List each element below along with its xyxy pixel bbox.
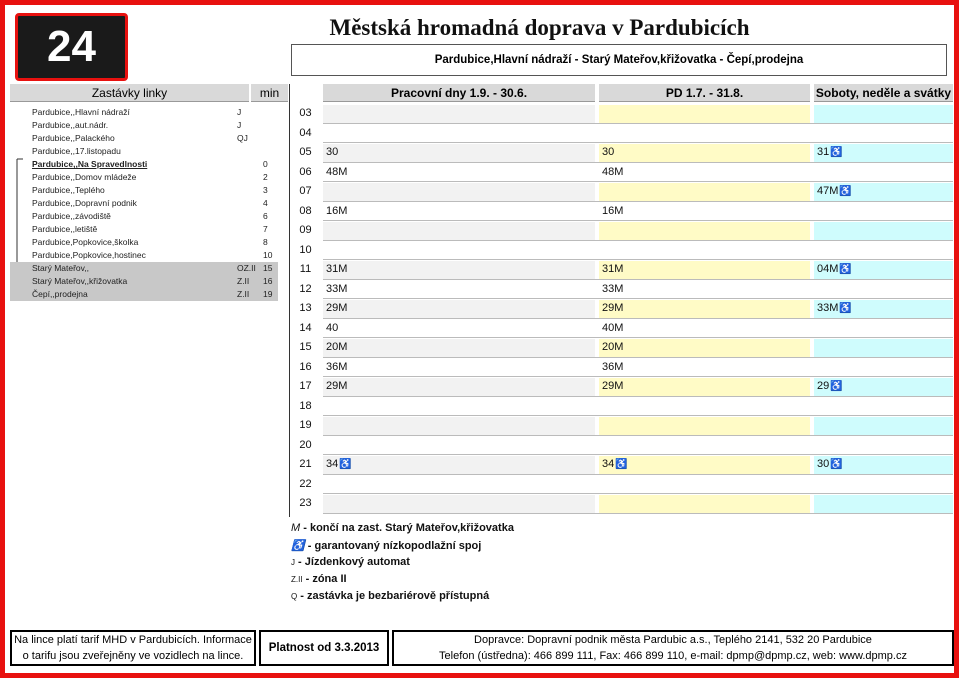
hour-row [289, 319, 953, 339]
departure-minutes: 29M [602, 380, 624, 392]
tariff-info-box [10, 630, 256, 666]
line-number-badge [15, 13, 128, 81]
departure-cell-p1 [323, 125, 595, 143]
departure-cell-p1 [323, 164, 595, 182]
stop-row [10, 119, 278, 132]
stop-minutes: 10 [263, 250, 273, 260]
stop-name: Pardubice,,Dopravní podnik [32, 198, 137, 208]
hour-label: 14 [299, 321, 312, 334]
stop-minutes: 3 [263, 185, 268, 195]
departure-cell-p2 [599, 261, 810, 279]
departure-cell-p3 [814, 320, 953, 338]
departure-cell-p3 [814, 144, 953, 162]
departure-minutes: 29M [602, 302, 624, 314]
departure-cell-p1 [323, 320, 595, 338]
departure-cell-p3 [814, 339, 953, 357]
legend-symbol: ♿ [291, 540, 305, 552]
departure-minutes: 34 ♿ [326, 458, 352, 470]
legend-text: - končí na zast. Starý Mateřov,křižovatka [300, 522, 514, 534]
departure-minutes: 04M ♿ [817, 263, 852, 275]
departure-cell-p2 [599, 164, 810, 182]
departure-cell-p2 [599, 417, 810, 435]
departure-cell-p1 [323, 378, 595, 396]
departure-minutes: 48M [602, 165, 624, 178]
departure-minutes: 31 ♿ [817, 146, 843, 158]
departure-cell-p3 [814, 281, 953, 299]
stop-minutes: 19 [263, 289, 273, 299]
legend-symbol: J [291, 558, 295, 567]
legend-item [291, 590, 489, 602]
minutes-header: min [251, 84, 288, 102]
stop-row [10, 288, 278, 301]
period-header-weekend: Soboty, neděle a svátky [814, 84, 953, 102]
departure-minutes: 33M [326, 282, 348, 295]
departure-minutes: 47M ♿ [817, 185, 852, 197]
departure-cell-p2 [599, 495, 810, 513]
departure-cell-p3 [814, 398, 953, 416]
legend-item [291, 573, 347, 585]
hour-row [289, 143, 953, 163]
hour-label: 05 [299, 146, 312, 158]
departure-cell-p2 [599, 456, 810, 474]
departure-cell-p2 [599, 378, 810, 396]
stop-name: Pardubice,Popkovice,hostinec [32, 250, 146, 260]
departure-cell-p3 [814, 456, 953, 474]
hour-label: 03 [299, 107, 312, 119]
stop-row [10, 171, 278, 184]
hour-label: 04 [299, 126, 312, 139]
operator-info-box [392, 630, 954, 666]
stop-row [10, 197, 278, 210]
hour-label: 20 [299, 438, 312, 451]
departure-cell-p1 [323, 437, 595, 455]
departure-cell-p3 [814, 222, 953, 240]
route-description: Pardubice,Hlavní nádraží - Starý Mateřov,křižovatka - Čepí,prodejna [291, 44, 947, 76]
departure-minutes: 30 ♿ [817, 458, 843, 470]
departure-minutes: 40M [602, 321, 624, 334]
departure-cell-p1 [323, 398, 595, 416]
stop-minutes: 16 [263, 276, 273, 286]
stop-name: Pardubice,Popkovice,školka [32, 237, 139, 247]
departure-cell-p1 [323, 359, 595, 377]
stop-zone: J [237, 120, 242, 130]
stop-name: Pardubice,,Na Spravedlnosti [32, 159, 148, 169]
stop-row [10, 223, 278, 236]
departure-cell-p3 [814, 359, 953, 377]
departure-cell-p3 [814, 242, 953, 260]
tariff-info-line2: o tarifu jsou zveřejněny ve vozidlech na lince. [22, 650, 244, 662]
stop-row [10, 236, 278, 249]
hour-label: 13 [299, 302, 312, 314]
departure-cell-p1 [323, 339, 595, 357]
departure-minutes: 30 [602, 146, 615, 158]
hour-label: 11 [299, 263, 312, 275]
departure-cell-p2 [599, 281, 810, 299]
departure-cell-p2 [599, 359, 810, 377]
departure-cell-p3 [814, 183, 953, 201]
legend-text: - zastávka je bezbariérově přístupná [297, 590, 490, 602]
stop-zone: QJ [237, 133, 248, 143]
hour-label: 17 [299, 380, 312, 392]
departure-cell-p1 [323, 222, 595, 240]
departure-minutes: 33M ♿ [817, 302, 852, 314]
operator-line1: Dopravce: Dopravní podnik města Pardubic a.s., Teplého 2141, 532 20 Pardubice [474, 634, 872, 646]
departure-cell-p2 [599, 339, 810, 357]
departure-minutes: 33M [602, 282, 624, 295]
departure-cell-p2 [599, 105, 810, 123]
departure-minutes: 48M [326, 165, 348, 178]
departure-cell-p3 [814, 261, 953, 279]
departure-cell-p3 [814, 476, 953, 494]
departure-cell-p2 [599, 222, 810, 240]
stop-minutes: 6 [263, 211, 268, 221]
departure-cell-p3 [814, 495, 953, 513]
legend-item [291, 539, 481, 552]
stop-name: Pardubice,,aut.nádr. [32, 120, 109, 130]
departure-minutes: 29M [326, 302, 348, 314]
departure-cell-p3 [814, 164, 953, 182]
departure-cell-p3 [814, 437, 953, 455]
departure-cell-p3 [814, 300, 953, 318]
departure-minutes: 31M [326, 263, 348, 275]
departure-minutes: 16M [326, 204, 348, 217]
stop-zone: OZ.II [237, 263, 256, 273]
hour-label: 06 [299, 165, 312, 178]
departure-cell-p3 [814, 125, 953, 143]
departure-cell-p2 [599, 203, 810, 221]
stop-row [10, 132, 278, 145]
stop-zone: J [237, 107, 242, 117]
departure-minutes: 31M [602, 263, 624, 275]
departure-cell-p1 [323, 456, 595, 474]
operator-line2: Telefon (ústředna): 466 899 111, Fax: 466 899 110, e-mail: dpmp@dpmp.cz, web: www.dpmp.cz [439, 650, 907, 662]
departure-minutes: 40 [326, 321, 339, 334]
stop-row [10, 262, 278, 275]
stop-row [10, 249, 278, 262]
departure-cell-p1 [323, 476, 595, 494]
stop-zone: Z.II [237, 289, 250, 299]
hour-row [289, 494, 953, 514]
departure-cell-p1 [323, 105, 595, 123]
legend-item [291, 522, 514, 534]
stop-minutes: 8 [263, 237, 268, 247]
legend-text: - garantovaný nízkopodlažní spoj [304, 540, 482, 552]
hour-column-divider [289, 84, 290, 517]
tariff-info-line1: Na lince platí tarif MHD v Pardubicích. Informace [14, 634, 252, 646]
hour-label: 23 [299, 497, 312, 509]
departure-cell-p1 [323, 300, 595, 318]
hour-row [289, 241, 953, 261]
hour-row [289, 280, 953, 300]
stop-minutes: 7 [263, 224, 268, 234]
stop-name: Starý Mateřov,, [32, 263, 89, 273]
departure-minutes: 20M [602, 341, 624, 353]
stop-row [10, 145, 278, 158]
legend-text: - zóna II [302, 573, 347, 585]
departure-cell-p2 [599, 437, 810, 455]
hour-row [289, 163, 953, 183]
stop-name: Starý Mateřov,,křižovatka [32, 276, 128, 286]
hour-row [289, 104, 953, 124]
hour-label: 19 [299, 419, 312, 431]
departure-cell-p1 [323, 203, 595, 221]
departure-cell-p3 [814, 378, 953, 396]
stop-row [10, 184, 278, 197]
hour-row [289, 182, 953, 202]
hour-row [289, 397, 953, 417]
stop-name: Pardubice,,Hlavní nádraží [32, 107, 130, 117]
departure-cell-p3 [814, 417, 953, 435]
validity-text: Platnost od 3.3.2013 [268, 642, 380, 654]
stop-name: Pardubice,,Palackého [32, 133, 115, 143]
departure-minutes: 36M [602, 360, 624, 373]
hour-label: 15 [299, 341, 312, 353]
line-number: 24 [47, 22, 96, 71]
stop-name: Pardubice,,závodiště [32, 211, 111, 221]
departure-cell-p1 [323, 281, 595, 299]
departure-cell-p2 [599, 183, 810, 201]
legend-symbol: Z.II [291, 575, 303, 584]
legend-text: - Jízdenkový automat [295, 556, 410, 568]
hour-row [289, 124, 953, 144]
stop-row [10, 275, 278, 288]
departure-cell-p3 [814, 203, 953, 221]
departure-cell-p1 [323, 144, 595, 162]
period-header-summer: PD 1.7. - 31.8. [599, 84, 810, 102]
stop-minutes: 4 [263, 198, 268, 208]
hour-label: 18 [299, 399, 312, 412]
departure-cell-p3 [814, 105, 953, 123]
departure-cell-p2 [599, 398, 810, 416]
stops-header: Zastávky linky [10, 84, 249, 102]
departure-minutes: 34 ♿ [602, 458, 628, 470]
hour-label: 22 [299, 477, 312, 490]
departure-cell-p1 [323, 417, 595, 435]
legend-symbol: Q [291, 592, 298, 601]
hour-label: 10 [299, 243, 312, 256]
hour-label: 08 [299, 204, 312, 217]
hour-row [289, 299, 953, 319]
hour-row [289, 416, 953, 436]
stop-name: Pardubice,,letiště [32, 224, 98, 234]
stop-name: Čepí,,prodejna [32, 289, 88, 299]
hour-row [289, 202, 953, 222]
departure-cell-p1 [323, 261, 595, 279]
hour-row [289, 338, 953, 358]
departure-cell-p2 [599, 125, 810, 143]
hour-row [289, 455, 953, 475]
departure-cell-p2 [599, 320, 810, 338]
stop-name: Pardubice,,Domov mládeže [32, 172, 137, 182]
stop-zone: Z.II [237, 276, 250, 286]
validity-box [259, 630, 389, 666]
hour-row [289, 358, 953, 378]
departure-minutes: 20M [326, 341, 348, 353]
departure-minutes: 16M [602, 204, 624, 217]
departure-minutes: 36M [326, 360, 348, 373]
departure-cell-p2 [599, 300, 810, 318]
hour-label: 16 [299, 360, 312, 373]
departure-cell-p2 [599, 476, 810, 494]
hour-label: 21 [299, 458, 312, 470]
departure-cell-p2 [599, 242, 810, 260]
hour-row [289, 377, 953, 397]
hour-label: 12 [299, 282, 312, 295]
stop-minutes: 0 [263, 159, 268, 169]
legend-item [291, 556, 410, 568]
departure-cell-p1 [323, 495, 595, 513]
page-title: Městská hromadná doprava v Pardubicích [329, 15, 750, 40]
legend-symbol: M [291, 522, 301, 534]
stop-minutes: 15 [263, 263, 273, 273]
stop-row [10, 106, 278, 119]
departure-cell-p1 [323, 242, 595, 260]
departure-minutes: 29M [326, 380, 348, 392]
departure-minutes: 30 [326, 146, 339, 158]
timetable-sheet [5, 5, 954, 673]
stop-name: Pardubice,,Teplého [32, 185, 105, 195]
hour-row [289, 260, 953, 280]
hour-row [289, 436, 953, 456]
row-divider [323, 513, 953, 514]
stop-row [10, 210, 278, 223]
hour-label: 07 [299, 185, 312, 197]
hour-row [289, 475, 953, 495]
stop-minutes: 2 [263, 172, 268, 182]
departure-cell-p2 [599, 144, 810, 162]
stop-row [10, 158, 278, 171]
departure-cell-p1 [323, 183, 595, 201]
hour-label: 09 [299, 224, 312, 236]
departure-minutes: 29 ♿ [817, 380, 843, 392]
period-header-weekdays: Pracovní dny 1.9. - 30.6. [323, 84, 595, 102]
stop-name: Pardubice,,17.listopadu [32, 146, 121, 156]
hour-row [289, 221, 953, 241]
